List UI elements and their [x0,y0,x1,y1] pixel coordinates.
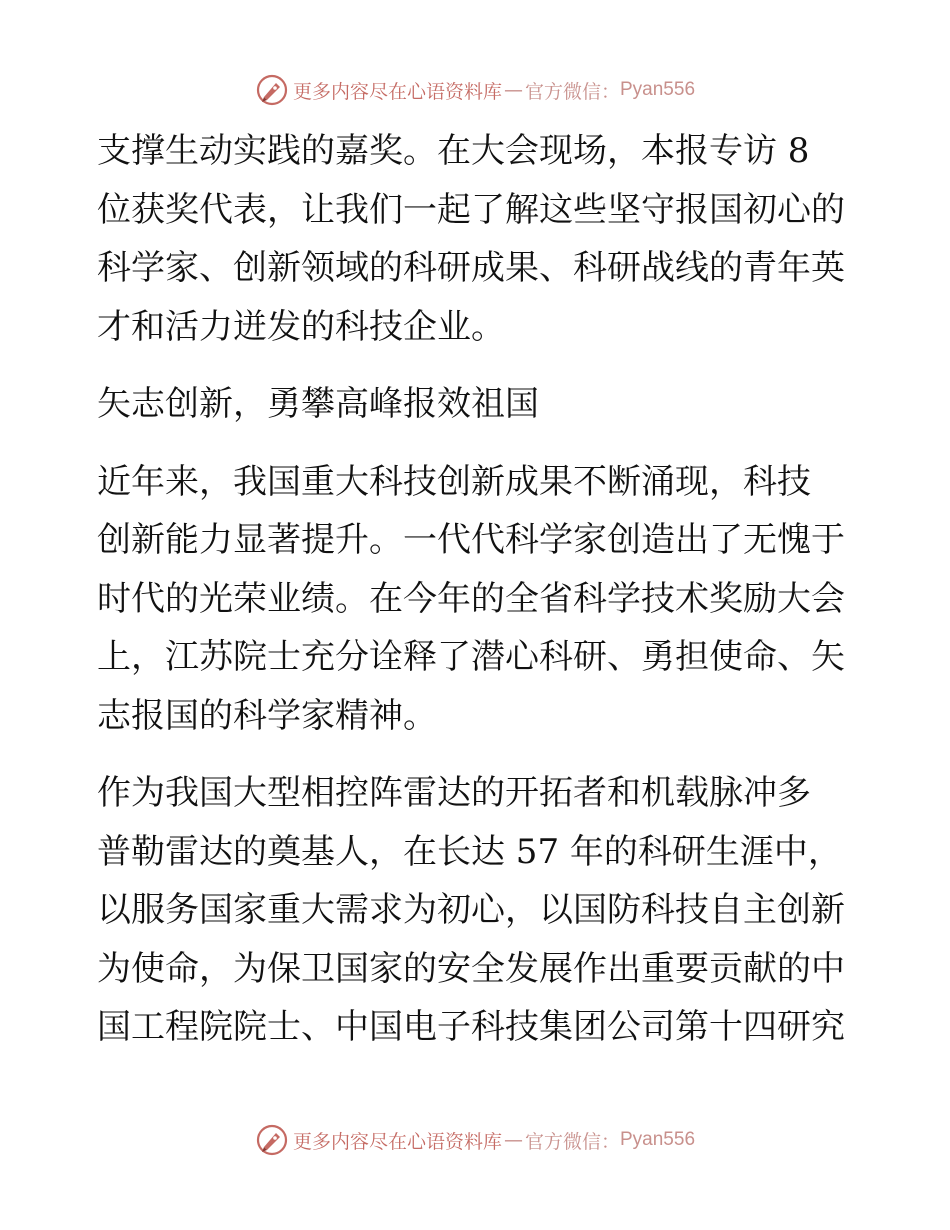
footer-watermark [0,1120,950,1160]
text-line: 上，江苏院士充分诠释了潜心科研、勇担使命、矢 [97,637,845,677]
text-line: 志报国的科学家精神。 [97,695,437,736]
pen-tip-circle-icon [255,73,289,107]
watermark-account: Pyan556 [620,79,696,100]
paragraph-spacer [97,434,857,453]
paragraph-spacer [97,356,857,375]
text-line: 才和活力迸发的科技企业。 [97,306,505,347]
text-line: 科学家、创新领域的科研成果、科研战线的青年英 [97,248,845,288]
pen-tip-circle-icon [255,1123,289,1157]
text-line: 以服务国家重大需求为初心，以国防科技自主创新 [97,890,845,930]
text-line: 时代的光荣业绩。在今年的全省科学技术奖励大会 [97,578,845,619]
watermark-suffix: 官方微信： [524,80,620,103]
paragraph-3 [97,764,857,1057]
paragraph-2 [97,453,857,746]
text-line: 支撑生动实践的嘉奖。在大会现场，本报专访 8 [97,131,810,171]
text-line: 近年来，我国重大科技创新成果不断涌现，科技 [97,461,811,502]
paragraph-1 [97,122,857,356]
watermark-dash: — [503,1129,523,1151]
paragraph-spacer [97,745,857,764]
section-heading [97,375,857,434]
watermark-dash: — [503,79,523,101]
watermark-suffix: 官方微信： [524,1130,620,1153]
text-line: 创新能力显著提升。一代代科学家创造出了无愧于 [97,520,845,560]
watermark-text: 更多内容尽在心语资料库 [292,1130,502,1153]
watermark-account: Pyan556 [620,1129,696,1150]
header-watermark [0,70,950,110]
text-line: 国工程院院士、中国电子科技集团公司第十四研究 [97,1007,845,1047]
text-line: 作为我国大型相控阵雷达的开拓者和机载脉冲多 [97,773,811,813]
document-body [97,122,857,1057]
watermark-text: 更多内容尽在心语资料库 [292,80,502,103]
text-line: 位获奖代表，让我们一起了解这些坚守报国初心的 [97,189,845,230]
text-line: 普勒雷达的奠基人，在长达 57 年的科研生涯中， [97,831,842,872]
text-line: 为使命，为保卫国家的安全发展作出重要贡献的中 [97,948,845,989]
text-line: 矢志创新，勇攀高峰报效祖国 [97,384,539,424]
